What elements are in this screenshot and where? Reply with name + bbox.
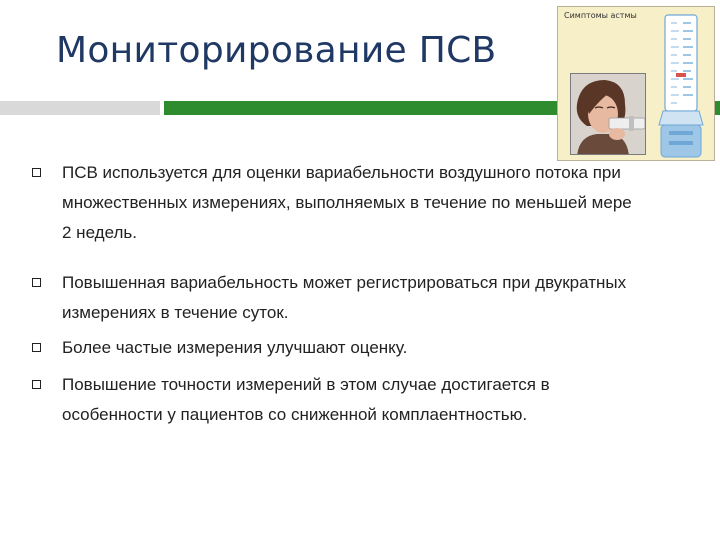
figure-caption: Симптомы астмы bbox=[564, 11, 637, 20]
square-bullet-icon bbox=[32, 278, 41, 287]
bullet-text: Повышенная вариабельность может регистрироваться при двукратных измерениях в течение суток. bbox=[62, 273, 627, 322]
square-bullet-icon bbox=[32, 380, 41, 389]
square-bullet-icon bbox=[32, 168, 41, 177]
bullet-text: ПСВ используется для оценки вариабельности воздушного потока при множественных измерениях, выполняемых в течение по меньшей мере 2 недель. bbox=[62, 163, 632, 242]
header-rule-gray bbox=[0, 101, 160, 115]
bullet-text: Повышение точности измерений в этом случае достигается в особенности у пациентов со сниженной комплаентностью. bbox=[62, 375, 550, 424]
person-with-peak-flow-meter-icon bbox=[570, 73, 646, 155]
bullet-text: Более частые измерения улучшают оценку. bbox=[62, 338, 408, 357]
square-bullet-icon bbox=[32, 343, 41, 352]
slide-title: Мониторирование ПСВ bbox=[56, 30, 497, 71]
peak-flow-figure bbox=[557, 6, 715, 161]
peak-flow-meter-icon bbox=[657, 13, 713, 159]
